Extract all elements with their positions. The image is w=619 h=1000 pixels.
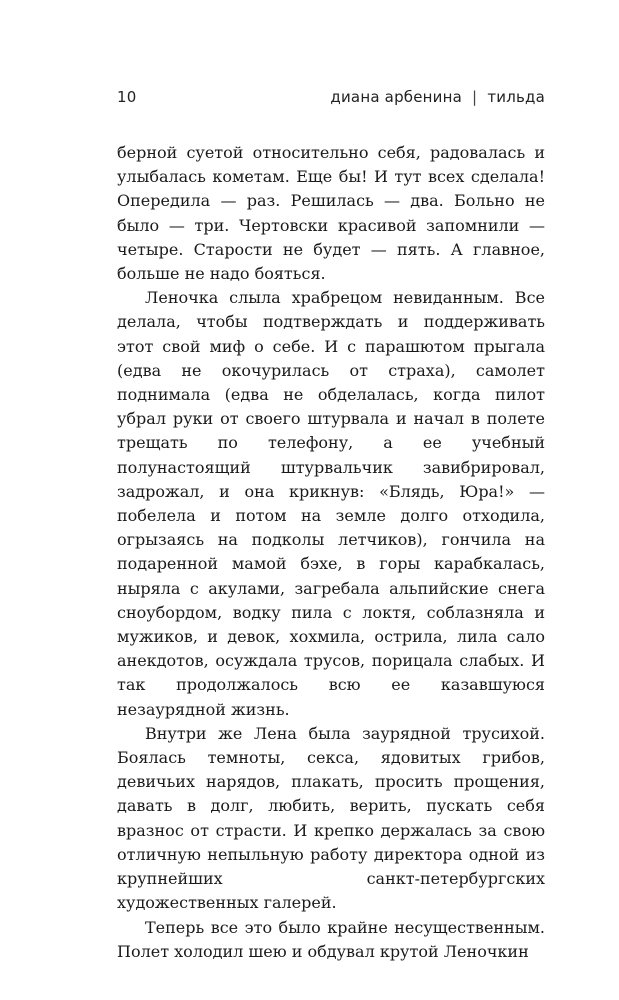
running-head (330, 88, 545, 106)
body-text (117, 141, 545, 964)
running-header (117, 88, 545, 106)
paragraph: Внутри же Лена была заурядной трусихой. Боялась темноты, секса, ядовитых грибов, девичьих нарядов, плакать, просить прощения, давать в долг, любить, верить, пускать себя вразнос от страсти. И крепко держалась за свою отличную непыльную работу директора одной из крупнейших санкт-петербургских художественных галерей. (117, 723, 545, 913)
paragraph: Теперь все это было крайне несущественным. Полет холодил шею и обдувал крутой Леночкин (117, 917, 545, 961)
paragraph: берной суетой относительно себя, радовалась и улыбалась кометам. Еще бы! И тут всех сделала! Опередила — раз. Решилась — два. Больно не было — три. Чертовски красивой запомнили — четыре. Старости не будет — пять. А главное, больше не надо бояться. (117, 143, 545, 284)
paragraph: Леночка слыла храбрецом невиданным. Все делала, чтобы подтверждать и поддерживать этот свой миф о себе. И с парашютом прыгала (едва не окочурилась от страха), самолет поднимала (едва не обделалась, когда пилот убрал руки от своего штурвала и начал в полете трещать по телефону, а ее учебный полунастоящий штурвальчик завибрировал, задрожал, и она крикнув: «Блядь, Юра!» — побелела и потом на земле долго отходила, огрызаясь на подколы летчиков), гончила на подаренной мамой бэхе, в горы карабкалась, ныряла с акулами, загребала альпийские снега сноубордом, водку пила с локтя, соблазняла и мужиков, и девок, хохмила, острила, лила сало анекдотов, осуждала трусов, порицала слабых. И так продолжалось всю ее казавшуюся незаурядной жизнь. (117, 288, 545, 719)
author-name: диана арбенина (330, 88, 463, 106)
header-separator: | (472, 88, 478, 106)
page-number: 10 (117, 88, 137, 106)
book-title: тильда (487, 88, 545, 106)
